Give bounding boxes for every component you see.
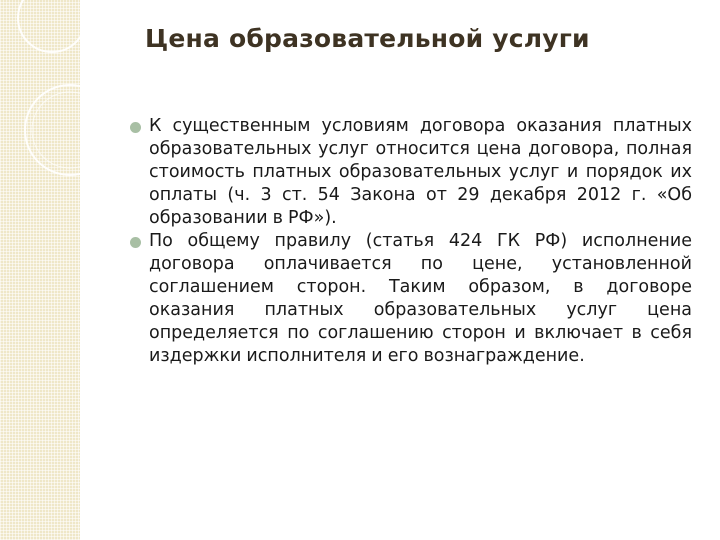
bullet-item <box>130 115 692 230</box>
bullet-text: К существенным условиям договора оказания платных образовательных услуг относится цена договора, полная стоимость платных образовательных услуг и порядок их оплаты (ч. 3 ст. 54 Закона от 29 декабря 2012 г. «Об образовании в РФ»). <box>149 116 692 228</box>
decorative-side-strip <box>0 0 80 540</box>
bullet-text: По общему правилу (статья 424 ГК РФ) исполнение договора оплачивается по цене, установленной соглашением сторон. Таким образом, в договоре оказания платных образовательных услуг цена определяется по соглашению сторон и включает в себя издержки исполнителя и его вознаграждение. <box>149 231 692 366</box>
decorative-circles-graphic <box>0 0 80 540</box>
bullet-item <box>130 230 692 368</box>
bullet-list <box>130 115 692 368</box>
bullet-icon <box>130 122 141 133</box>
bullet-icon <box>130 237 141 248</box>
slide-title: Цена образовательной услуги <box>145 24 590 53</box>
